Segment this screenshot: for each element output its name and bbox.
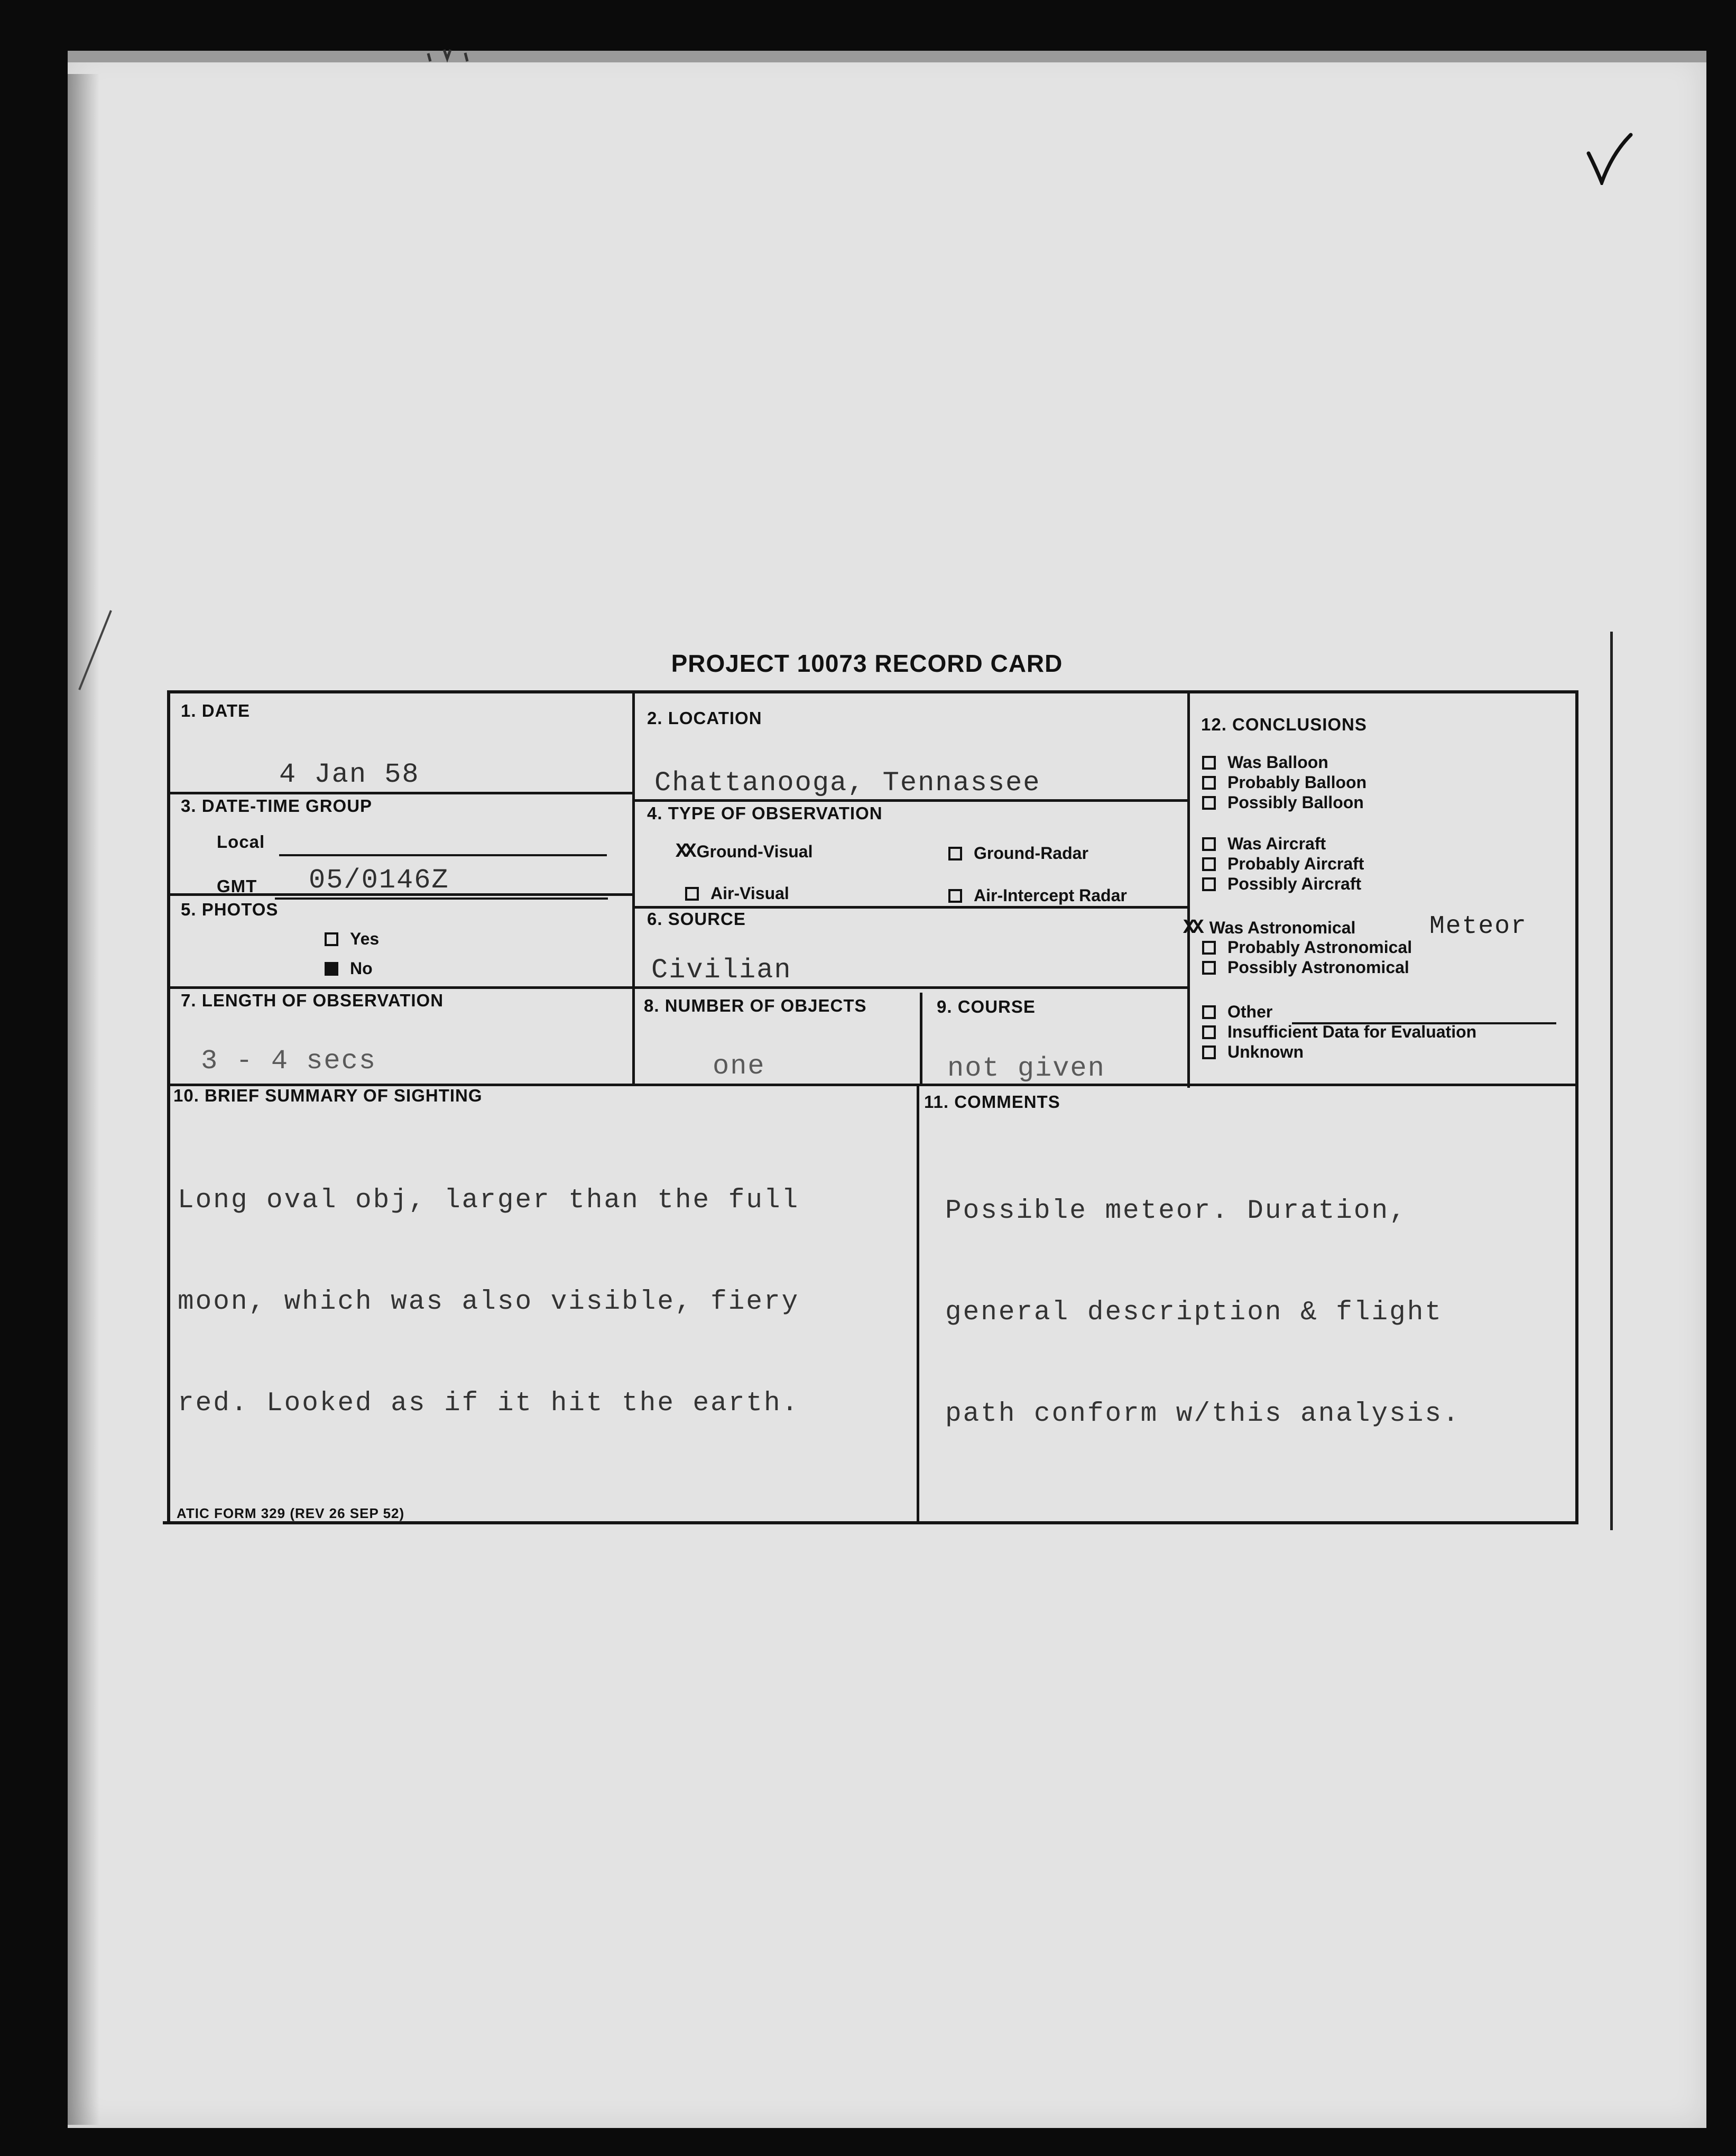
- conclusion-label: Possibly Astronomical: [1227, 958, 1409, 977]
- photos-yes-label: Yes: [350, 929, 380, 948]
- objects-label: 8. NUMBER OF OBJECTS: [644, 996, 867, 1015]
- checkbox-icon: [1202, 941, 1216, 955]
- dtg-label: 3. DATE-TIME GROUP: [181, 796, 373, 816]
- conclusion-label: Possibly Aircraft: [1227, 874, 1362, 893]
- gmt-value: 05/0146Z: [309, 865, 449, 896]
- course-value: not given: [947, 1053, 1105, 1084]
- photos-no-label: No: [350, 959, 373, 978]
- checkbox-icon: [685, 887, 699, 901]
- conclusion-possibly-balloon[interactable]: [1202, 793, 1364, 812]
- comments-line: path conform w/this analysis.: [945, 1399, 1461, 1429]
- photos-label: 5. PHOTOS: [181, 900, 279, 919]
- comments-line: general description & flight: [945, 1298, 1443, 1328]
- length-value: 3 - 4 secs: [201, 1045, 377, 1077]
- conclusion-annotation: Meteor: [1429, 912, 1527, 941]
- card-title: PROJECT 10073 RECORD CARD: [671, 650, 1063, 677]
- conclusion-label: Insufficient Data for Evaluation: [1227, 1022, 1477, 1041]
- checked-mark: XX: [676, 840, 694, 863]
- conclusion-label: Was Aircraft: [1227, 834, 1326, 853]
- conclusion-label: Possibly Balloon: [1227, 793, 1364, 812]
- scan-shadow: [68, 74, 99, 2125]
- card-edge-line: [1610, 632, 1613, 1530]
- divider-conclusions: [1187, 690, 1190, 1088]
- photos-no[interactable]: [325, 959, 373, 978]
- conclusion-probably-astronomical[interactable]: [1202, 938, 1412, 957]
- conclusion-was-balloon[interactable]: [1202, 753, 1328, 772]
- conclusion-was-astronomical[interactable]: [1183, 917, 1355, 939]
- photos-yes[interactable]: [325, 929, 379, 949]
- conclusion-label: Probably Astronomical: [1227, 938, 1412, 957]
- checkbox-icon: [1202, 1045, 1216, 1059]
- checkbox-icon: [1202, 756, 1216, 770]
- checkbox-icon: [948, 847, 962, 860]
- checkbox-icon: [1202, 961, 1216, 975]
- conclusion-possibly-aircraft[interactable]: [1202, 874, 1361, 894]
- conclusion-probably-aircraft[interactable]: [1202, 854, 1364, 874]
- option-air-visual[interactable]: [685, 884, 789, 903]
- checked-mark: XX: [1183, 917, 1201, 939]
- stray-pencil-mark: [74, 608, 116, 692]
- checkbox-icon: [1202, 877, 1216, 891]
- location-value: Chattanooga, Tennassee: [654, 767, 1041, 799]
- comments-text: [945, 1127, 1461, 1499]
- summary-label: 10. BRIEF SUMMARY OF SIGHTING: [173, 1086, 483, 1105]
- date-value: 4 Jan 58: [279, 759, 420, 790]
- conclusion-was-aircraft[interactable]: [1202, 834, 1326, 854]
- checkbox-icon: [1202, 796, 1216, 810]
- observation-type-label: 4. TYPE OF OBSERVATION: [647, 803, 883, 823]
- comments-label: 11. COMMENTS: [924, 1092, 1060, 1112]
- conclusion-label: Was Astronomical: [1209, 918, 1356, 937]
- local-underline: [279, 854, 607, 856]
- row-line-location: [634, 799, 1188, 802]
- row-line-photos-source: [170, 986, 1187, 989]
- objects-value: one: [713, 1051, 765, 1082]
- conclusion-label: Probably Balloon: [1227, 773, 1367, 792]
- card-border-right: [1575, 690, 1578, 1523]
- checkbox-icon: [1202, 1025, 1216, 1039]
- length-label: 7. LENGTH OF OBSERVATION: [181, 991, 444, 1010]
- location-label: 2. LOCATION: [647, 708, 762, 728]
- row-line-type: [634, 906, 1188, 909]
- handwritten-check-mark: [1586, 132, 1633, 185]
- local-label: Local: [217, 832, 265, 852]
- conclusion-probably-balloon[interactable]: [1202, 773, 1366, 792]
- option-ground-visual[interactable]: [676, 840, 812, 863]
- checkbox-icon: [1202, 857, 1216, 871]
- option-ground-visual-label: Ground-Visual: [696, 842, 813, 861]
- conclusion-possibly-astronomical[interactable]: [1202, 958, 1409, 977]
- summary-line: Long oval obj, larger than the full: [178, 1186, 800, 1216]
- checkbox-icon: [948, 889, 962, 903]
- divider-col-course: [920, 993, 922, 1084]
- option-ground-radar[interactable]: [948, 844, 1088, 863]
- gmt-underline: [275, 897, 608, 900]
- conclusion-label: Probably Aircraft: [1227, 854, 1364, 873]
- conclusion-unknown[interactable]: [1202, 1042, 1304, 1062]
- gmt-label: GMT: [217, 876, 257, 896]
- comments-line: Possible meteor. Duration,: [945, 1196, 1407, 1226]
- conclusions-label: 12. CONCLUSIONS: [1201, 715, 1367, 734]
- divider-col-1: [632, 690, 635, 1084]
- checkbox-icon: [325, 932, 338, 946]
- checked-box-icon: [325, 962, 338, 976]
- conclusion-other[interactable]: [1202, 1002, 1272, 1022]
- summary-line: red. Looked as if it hit the earth.: [178, 1389, 800, 1419]
- option-air-intercept-radar-label: Air-Intercept Radar: [974, 886, 1127, 905]
- row-line-date: [170, 792, 634, 794]
- conclusion-label: Unknown: [1227, 1042, 1304, 1061]
- scan-edge: [68, 51, 1706, 62]
- conclusion-label: Was Balloon: [1227, 753, 1328, 772]
- date-label: 1. DATE: [181, 701, 251, 720]
- summary-line: moon, which was also visible, fiery: [178, 1287, 800, 1317]
- conclusion-label: Other: [1227, 1002, 1273, 1021]
- source-label: 6. SOURCE: [647, 909, 746, 929]
- card-border-top: [170, 690, 1578, 693]
- conclusion-insufficient-data[interactable]: [1202, 1022, 1476, 1042]
- option-air-visual-label: Air-Visual: [710, 884, 789, 903]
- option-air-intercept-radar[interactable]: [948, 886, 1127, 905]
- scan-marks: [423, 45, 486, 67]
- course-label: 9. COURSE: [937, 997, 1036, 1016]
- source-value: Civilian: [651, 955, 792, 986]
- form-number: ATIC FORM 329 (REV 26 SEP 52): [177, 1505, 405, 1521]
- checkbox-icon: [1202, 837, 1216, 851]
- record-card: [163, 690, 1578, 1523]
- card-border-left: [167, 690, 170, 1523]
- option-ground-radar-label: Ground-Radar: [974, 844, 1088, 863]
- summary-text: [178, 1116, 799, 1488]
- checkbox-icon: [1202, 776, 1216, 790]
- divider-summary-comments: [917, 1084, 919, 1523]
- checkbox-icon: [1202, 1005, 1216, 1019]
